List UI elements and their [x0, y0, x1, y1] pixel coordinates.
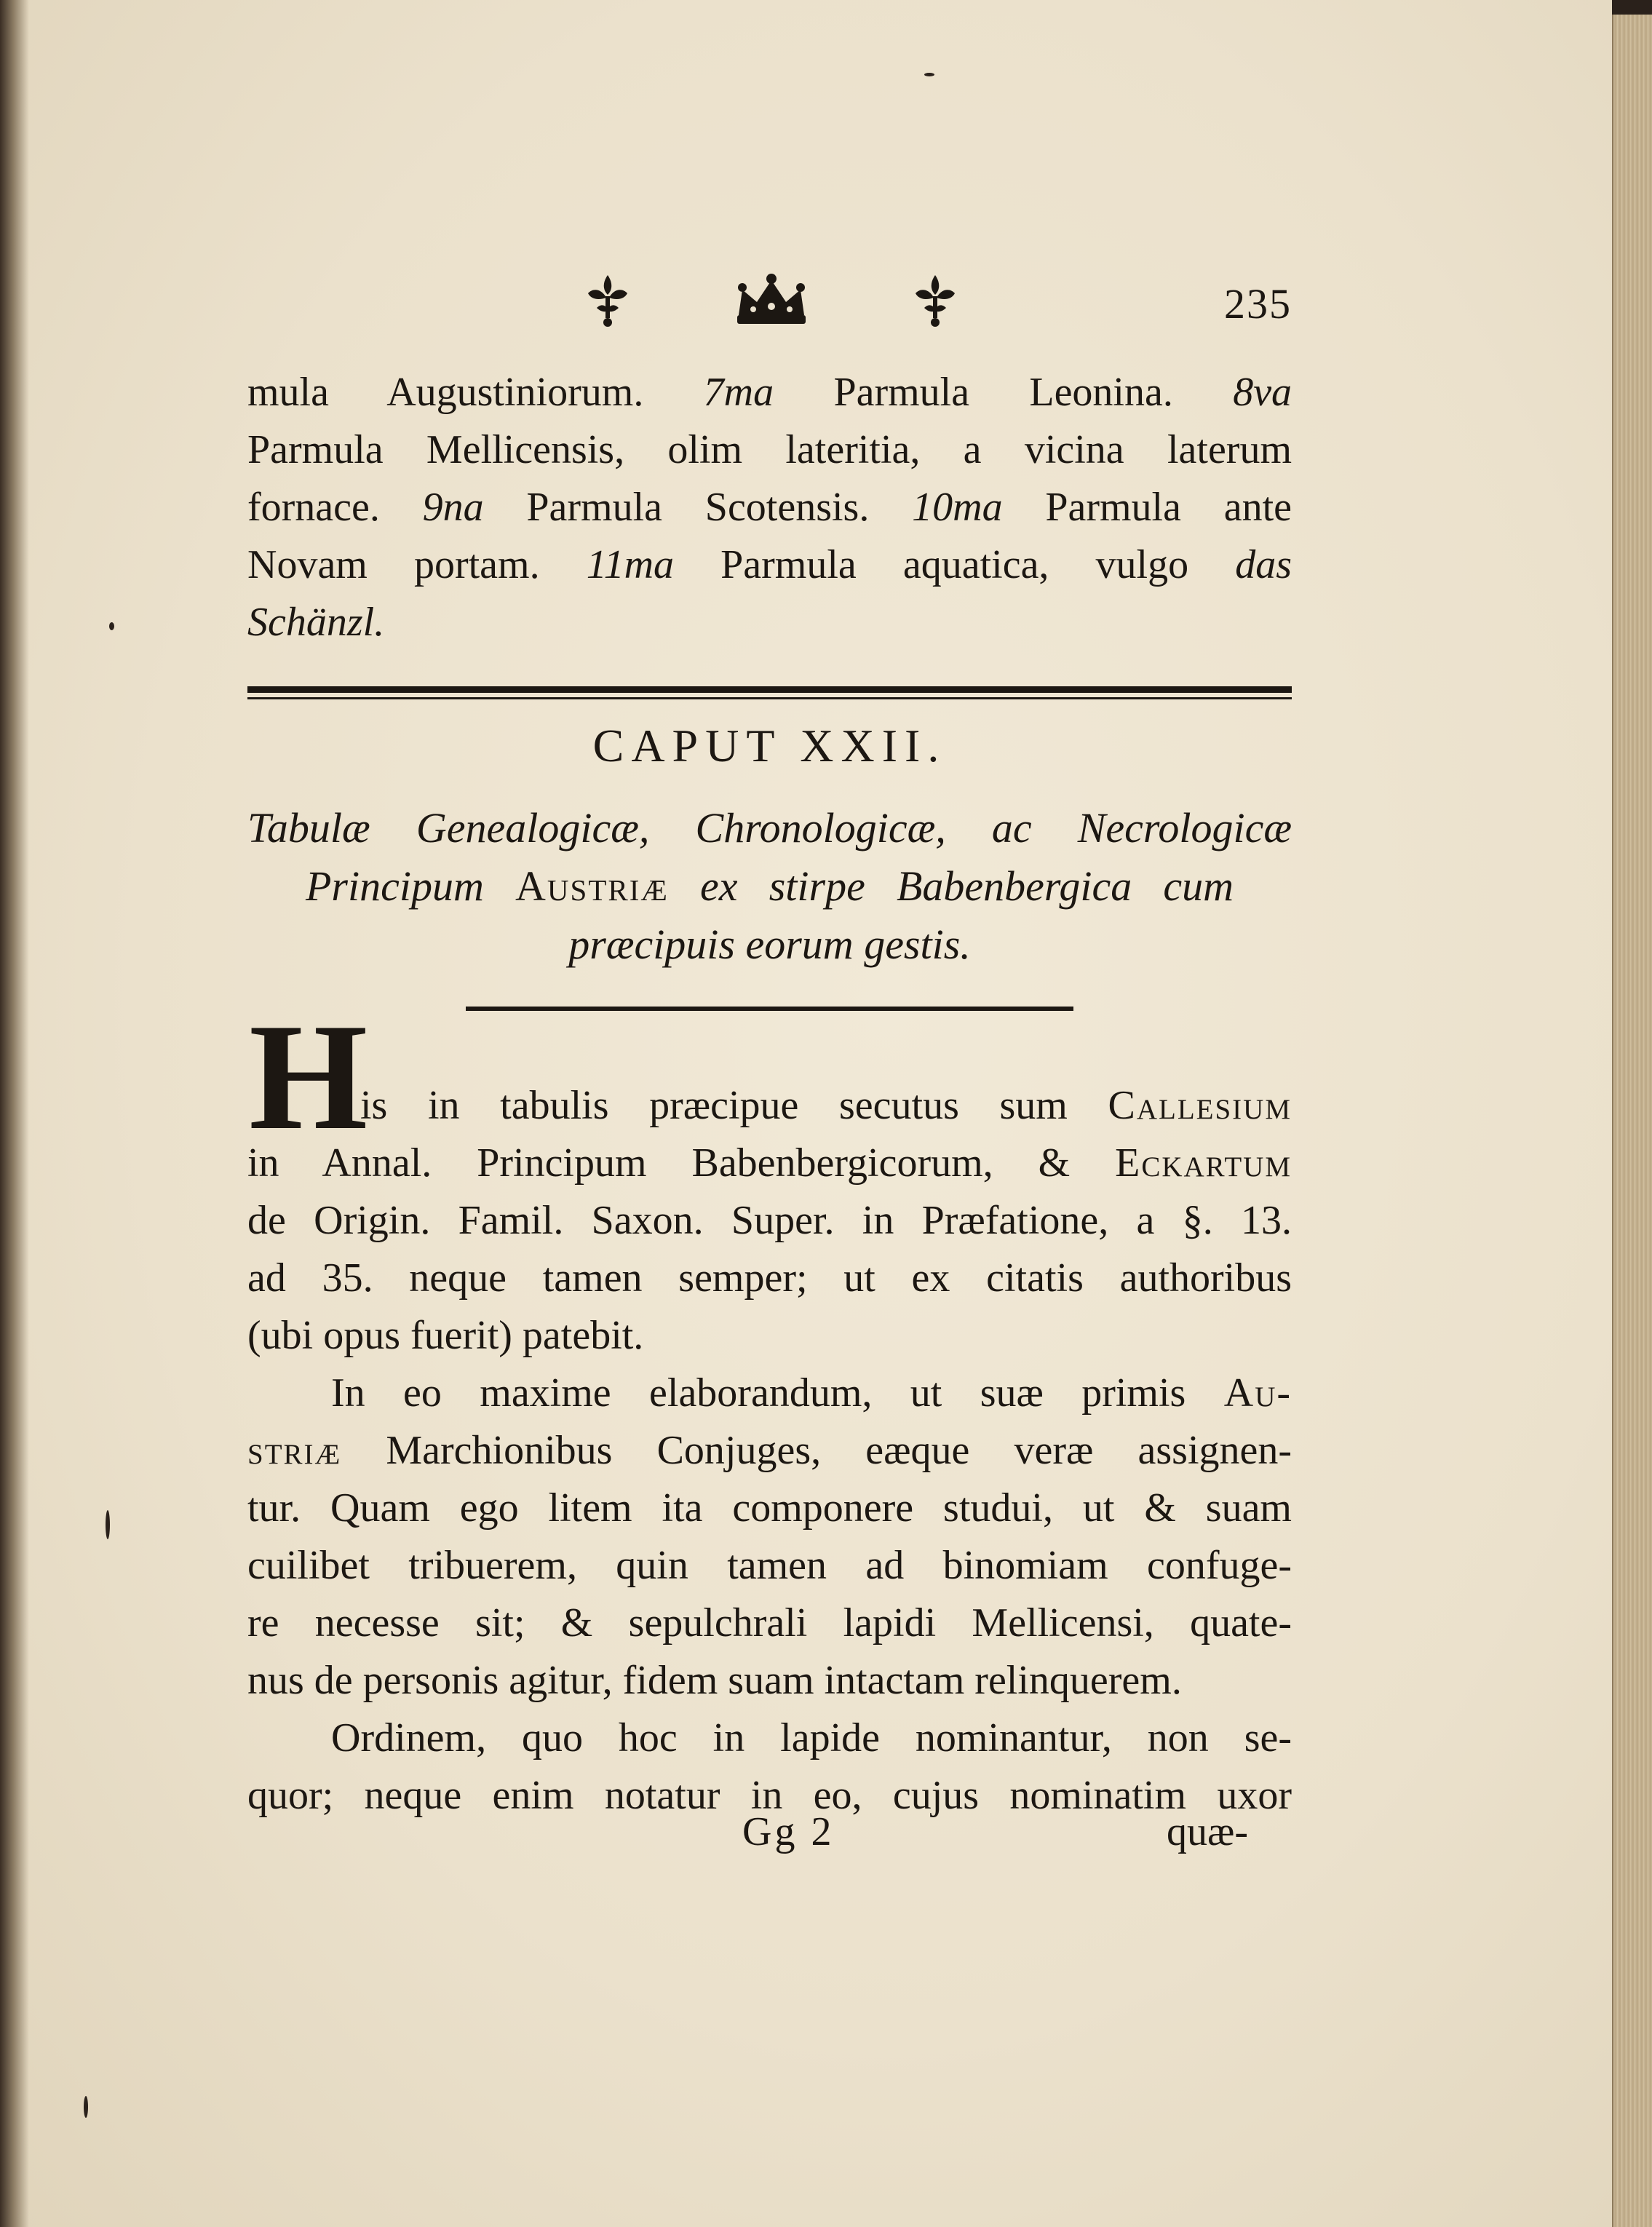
signature-mark: Gg 2	[742, 1809, 835, 1854]
text-line: nus de personis agitur, fidem suam intactam relinquerem.	[247, 1658, 1182, 1703]
page-edges	[1612, 15, 1652, 2227]
text-line: In eo maxime elaborandum, ut suæ primis Au-	[331, 1370, 1292, 1416]
text-line: quor; neque enim notatur in eo, cujus nominatim uxor	[247, 1773, 1292, 1818]
subtitle-line: Tabulæ Genealogicæ, Chronologicæ, ac Necrologicæ	[247, 804, 1292, 852]
text-line: in Annal. Principum Babenbergicorum, & Eckartum	[247, 1140, 1292, 1186]
text-line: Schänzl.	[247, 600, 385, 645]
subtitle-line: præcipuis eorum gestis.	[568, 921, 971, 968]
text-line: re necesse sit; & sepulchrali lapidi Mellicensi, quate-	[247, 1600, 1292, 1646]
text-line: tur. Quam ego litem ita componere studui, ut & suam	[247, 1485, 1292, 1531]
text-line: (ubi opus fuerit) patebit.	[247, 1313, 644, 1358]
text-line: ad 35. neque tamen semper; ut ex citatis authoribus	[247, 1255, 1292, 1301]
text-line: is in tabulis præcipue secutus sum Callesium	[360, 1083, 1292, 1128]
text-line: cuilibet tribuerem, quin tamen ad binomiam confuge-	[247, 1543, 1292, 1588]
section-rule-thick	[247, 686, 1292, 693]
text-line: Ordinem, quo hoc in lapide nominantur, non se-	[331, 1715, 1292, 1760]
running-header	[247, 269, 1292, 335]
text-line: striæ Marchionibus Conjuges, eæque veræ assignen-	[247, 1428, 1292, 1473]
crown-icon	[731, 271, 811, 333]
text-line: mula Augustiniorum. 7ma Parmula Leonina. 8va	[247, 370, 1292, 415]
binding-gutter	[0, 0, 29, 2227]
text-line: fornace. 9na Parmula Scotensis. 10ma Parmula ante	[247, 485, 1292, 530]
chapter-body	[247, 1077, 1292, 1825]
speck	[924, 73, 934, 76]
catchword: quæ-	[1167, 1809, 1248, 1854]
fleuron-icon	[910, 271, 961, 333]
text-line: Parmula Mellicensis, olim lateritia, a vicina laterum	[247, 427, 1292, 472]
speck	[106, 1510, 110, 1539]
short-rule	[466, 1007, 1073, 1011]
text-line: Novam portam. 11ma Parmula aquatica, vulgo das	[247, 542, 1292, 587]
chapter-heading: CAPUT XXII.	[592, 720, 947, 771]
continued-text	[247, 364, 1292, 651]
speck	[84, 2096, 88, 2118]
section-rule-thin	[247, 697, 1292, 699]
drop-cap: H	[249, 993, 368, 1162]
text-line: de Origin. Famil. Saxon. Super. in Præfatione, a §. 13.	[247, 1198, 1292, 1243]
speck	[109, 622, 114, 630]
header-ornaments	[582, 269, 961, 335]
chapter-subtitle	[247, 799, 1292, 974]
page-number: 235	[1224, 280, 1292, 328]
page-footer	[247, 1809, 1292, 1867]
fleuron-icon	[582, 271, 633, 333]
subtitle-line: Principum Austriæ ex stirpe Babenbergica cum	[306, 862, 1234, 910]
